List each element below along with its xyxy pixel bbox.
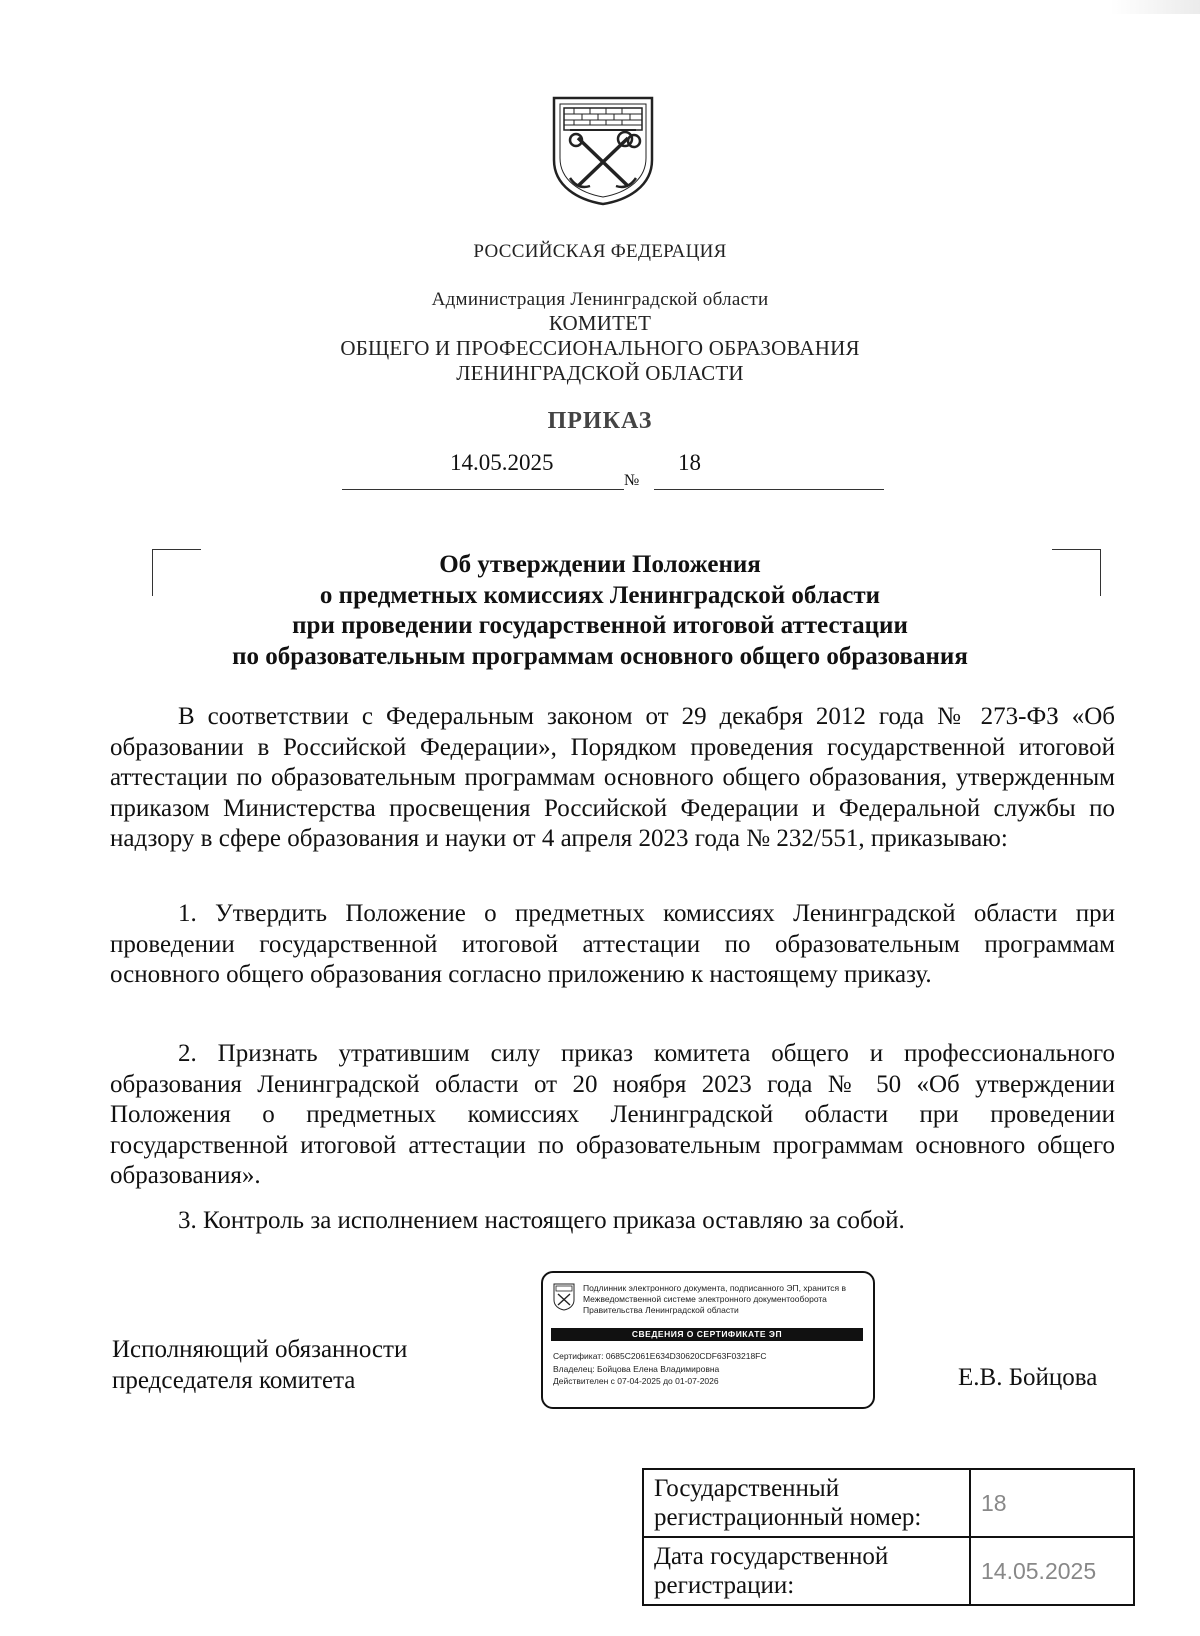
- subject-line: по образовательным программам основного общего образования: [232, 642, 968, 670]
- administration-heading: Администрация Ленинградской области: [431, 289, 769, 310]
- item-3-paragraph: [110, 1206, 1115, 1237]
- subject-line: при проведении государственной итоговой аттестации: [292, 612, 908, 639]
- stamp-validity: Действителен с 07-04-2025 до 01-07-2026: [553, 1376, 719, 1386]
- registration-table: [642, 1468, 1135, 1606]
- document-type-title: ПРИКАЗ: [547, 408, 653, 434]
- stamp-emblem-icon: [553, 1283, 575, 1311]
- country-heading: РОССИЙСКАЯ ФЕДЕРАЦИЯ: [473, 241, 727, 262]
- order-subject: [0, 550, 1200, 672]
- stamp-owner: Владелец: Бойцова Елена Владимировна: [553, 1363, 720, 1374]
- committee-heading-line2: ОБЩЕГО И ПРОФЕССИОНАЛЬНОГО ОБРАЗОВАНИЯ: [340, 336, 860, 360]
- item-3-text: 3. Контроль за исполнением настоящего приказа оставляю за собой.: [178, 1207, 905, 1234]
- position-line: Исполняющий обязанности: [112, 1336, 408, 1363]
- item-1-paragraph: [110, 899, 1115, 991]
- item-1-text: 1. Утвердить Положение о предметных комиссиях Ленинградской области при проведении государственной итоговой аттестации по образовательным программам основного общего образования согласно приложению к настоящему приказу.: [110, 900, 1115, 988]
- number-underline: [654, 489, 884, 490]
- coat-of-arms-emblem: [550, 94, 656, 206]
- position-line: председателя комитета: [112, 1366, 356, 1394]
- stamp-description: Подлинник электронного документа, подписанного ЭП, хранится в Межведомственной системе электронного документооборота Правительства Ленинградской области: [583, 1283, 846, 1315]
- item-2-text: 2. Признать утратившим силу приказ комитета общего и профессионального образования Ленинградской области от 20 ноября 2023 года № 50 «Об утверждении Положения о предметных комиссиях Ленинградской области при проведении государственной итоговой аттестации по образовательным программам основного общего образования».: [110, 1040, 1115, 1189]
- committee-heading-line1: КОМИТЕТ: [548, 311, 652, 335]
- signatory-name: Е.В. Бойцова: [958, 1364, 1098, 1391]
- signatory-position: [112, 1335, 407, 1396]
- scan-artifact: [1110, 0, 1200, 14]
- stamp-certificate: Сертификат: 0685C2061E634D30620CDF63F03218FC: [553, 1351, 767, 1361]
- stamp-info: [553, 1350, 767, 1388]
- item-2-paragraph: [110, 1039, 1115, 1192]
- subject-line: Об утверждении Положения: [439, 551, 761, 578]
- table-row: [643, 1469, 1134, 1537]
- registration-number-value: 18: [970, 1469, 1134, 1537]
- order-number: 18: [678, 450, 701, 475]
- electronic-signature-stamp: [541, 1271, 875, 1409]
- order-date: 14.05.2025: [450, 450, 554, 475]
- table-row: [643, 1537, 1134, 1605]
- registration-date-value: 14.05.2025: [970, 1537, 1134, 1605]
- date-underline: [342, 489, 624, 490]
- preamble-paragraph: [110, 702, 1115, 855]
- preamble-text: В соответствии с Федеральным законом от 29 декабря 2012 года № 273-ФЗ «Об образовании в Российской Федерации», Порядком проведения государственной итоговой аттестации по образовательным программам основного общего образования, утвержденным приказом Министерства просвещения Российской Федерации и Федеральной службы по надзору в сфере образования и науки от 4 апреля 2023 года № 232/551, приказываю:: [110, 703, 1115, 852]
- stamp-title: СВЕДЕНИЯ О СЕРТИФИКАТЕ ЭП: [551, 1328, 863, 1341]
- registration-date-label: Дата государственной регистрации:: [643, 1537, 970, 1605]
- registration-number-label: Государственный регистрационный номер:: [643, 1469, 970, 1537]
- subject-line: о предметных комиссиях Ленинградской области: [319, 581, 881, 609]
- committee-heading-line3: ЛЕНИНГРАДСКОЙ ОБЛАСТИ: [456, 361, 744, 385]
- number-sign: №: [624, 472, 640, 489]
